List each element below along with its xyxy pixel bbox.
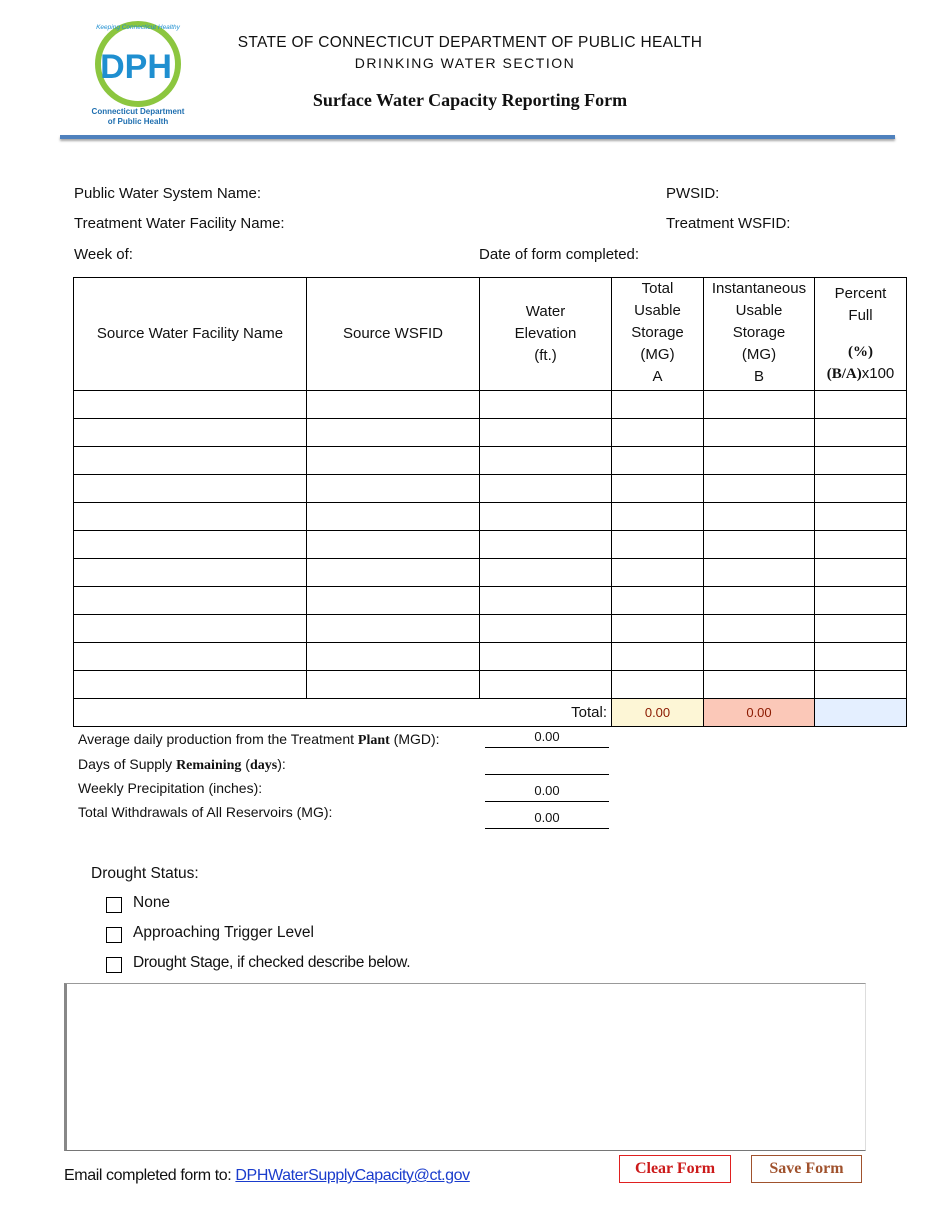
col-header-source-name: Source Water Facility Name xyxy=(74,278,307,391)
table-row xyxy=(74,587,907,615)
logo-tagline: Keeping Connecticut Healthy xyxy=(96,24,180,31)
source-wsfid-cell[interactable] xyxy=(307,475,480,503)
logo-text: DPH xyxy=(100,48,172,86)
elevation-cell[interactable] xyxy=(480,447,612,475)
instantaneous-storage-cell[interactable] xyxy=(704,475,815,503)
total-label: Total: xyxy=(74,699,612,727)
source-wsfid-cell[interactable] xyxy=(307,559,480,587)
col-header-source-wsfid: Source WSFID xyxy=(307,278,480,391)
col-header-instantaneous-storage: Instantaneous Usable Storage (MG) B xyxy=(704,278,815,391)
percent-full-cell[interactable] xyxy=(815,559,907,587)
instantaneous-storage-cell[interactable] xyxy=(704,419,815,447)
percent-full-cell[interactable] xyxy=(815,503,907,531)
percent-full-cell[interactable] xyxy=(815,531,907,559)
table-row xyxy=(74,643,907,671)
source-name-cell[interactable] xyxy=(74,671,307,699)
instantaneous-storage-cell[interactable] xyxy=(704,447,815,475)
elevation-cell[interactable] xyxy=(480,671,612,699)
header-divider xyxy=(60,135,895,139)
form-title: Surface Water Capacity Reporting Form xyxy=(312,90,628,110)
elevation-cell[interactable] xyxy=(480,643,612,671)
withdrawals-label: Total Withdrawals of All Reservoirs (MG): xyxy=(78,804,333,820)
table-row xyxy=(74,447,907,475)
table-row xyxy=(74,419,907,447)
instantaneous-storage-cell[interactable] xyxy=(704,615,815,643)
source-name-cell[interactable] xyxy=(74,615,307,643)
avg-daily-field[interactable]: 0.00 xyxy=(485,729,609,748)
total-b-value[interactable]: 0.00 xyxy=(704,699,815,727)
treatment-wsfid-label: Treatment WSFID: xyxy=(666,215,791,232)
withdrawals-field[interactable]: 0.00 xyxy=(485,810,609,829)
email-instruction: Email completed form to: DPHWaterSupplyCapacity@ct.gov xyxy=(64,1167,470,1184)
total-storage-cell[interactable] xyxy=(612,503,704,531)
elevation-cell[interactable] xyxy=(480,503,612,531)
source-name-cell[interactable] xyxy=(74,475,307,503)
logo-org-line1: Connecticut Department xyxy=(91,107,185,116)
logo-org-line2: of Public Health xyxy=(107,117,169,126)
total-storage-cell[interactable] xyxy=(612,391,704,419)
source-name-cell[interactable] xyxy=(74,643,307,671)
drought-approaching-checkbox[interactable] xyxy=(106,927,122,943)
source-name-cell[interactable] xyxy=(74,447,307,475)
source-wsfid-cell[interactable] xyxy=(307,671,480,699)
elevation-cell[interactable] xyxy=(480,391,612,419)
source-name-cell[interactable] xyxy=(74,419,307,447)
elevation-cell[interactable] xyxy=(480,419,612,447)
elevation-cell[interactable] xyxy=(480,587,612,615)
drought-none-label: None xyxy=(133,894,171,911)
total-storage-cell[interactable] xyxy=(612,559,704,587)
source-wsfid-cell[interactable] xyxy=(307,615,480,643)
source-wsfid-cell[interactable] xyxy=(307,531,480,559)
total-storage-cell[interactable] xyxy=(612,643,704,671)
table-row xyxy=(74,503,907,531)
percent-full-cell[interactable] xyxy=(815,419,907,447)
percent-full-cell[interactable] xyxy=(815,587,907,615)
total-a-value[interactable]: 0.00 xyxy=(612,699,704,727)
source-name-cell[interactable] xyxy=(74,587,307,615)
elevation-cell[interactable] xyxy=(480,531,612,559)
instantaneous-storage-cell[interactable] xyxy=(704,503,815,531)
source-wsfid-cell[interactable] xyxy=(307,419,480,447)
drought-none-checkbox[interactable] xyxy=(106,897,122,913)
source-wsfid-cell[interactable] xyxy=(307,587,480,615)
pwsid-label: PWSID: xyxy=(666,185,720,202)
percent-full-cell[interactable] xyxy=(815,671,907,699)
section-name: DRINKING WATER SECTION xyxy=(354,55,576,71)
total-storage-cell[interactable] xyxy=(612,475,704,503)
source-name-cell[interactable] xyxy=(74,503,307,531)
col-header-elevation: Water Elevation (ft.) xyxy=(480,278,612,391)
instantaneous-storage-cell[interactable] xyxy=(704,531,815,559)
source-name-cell[interactable] xyxy=(74,531,307,559)
days-supply-label: Days of Supply Remaining (days): xyxy=(78,756,286,773)
total-storage-cell[interactable] xyxy=(612,447,704,475)
table-row xyxy=(74,531,907,559)
elevation-cell[interactable] xyxy=(480,615,612,643)
save-form-button[interactable]: Save Form xyxy=(751,1155,862,1183)
days-supply-field[interactable] xyxy=(485,756,609,775)
total-storage-cell[interactable] xyxy=(612,671,704,699)
drought-description-textarea[interactable] xyxy=(64,983,866,1151)
instantaneous-storage-cell[interactable] xyxy=(704,671,815,699)
table-row xyxy=(74,559,907,587)
percent-full-cell[interactable] xyxy=(815,391,907,419)
precip-field[interactable]: 0.00 xyxy=(485,783,609,802)
instantaneous-storage-cell[interactable] xyxy=(704,391,815,419)
instantaneous-storage-cell[interactable] xyxy=(704,559,815,587)
elevation-cell[interactable] xyxy=(480,559,612,587)
col-header-total-storage: Total Usable Storage (MG) A xyxy=(612,278,704,391)
source-wsfid-cell[interactable] xyxy=(307,503,480,531)
total-storage-cell[interactable] xyxy=(612,419,704,447)
percent-full-cell[interactable] xyxy=(815,475,907,503)
table-row xyxy=(74,391,907,419)
avg-daily-label: Average daily production from the Treatment Plant (MGD): xyxy=(78,731,440,748)
elevation-cell[interactable] xyxy=(480,475,612,503)
total-storage-cell[interactable] xyxy=(612,587,704,615)
col-header-percent-full: Percent Full (%) (B/A)x100 xyxy=(815,278,907,391)
week-of-label: Week of: xyxy=(74,246,133,263)
instantaneous-storage-cell[interactable] xyxy=(704,587,815,615)
email-link[interactable]: DPHWaterSupplyCapacity@ct.gov xyxy=(235,1167,470,1184)
facility-name-label: Treatment Water Facility Name: xyxy=(74,215,285,232)
system-name-label: Public Water System Name: xyxy=(74,185,261,202)
total-storage-cell[interactable] xyxy=(612,615,704,643)
drought-stage-label: Drought Stage, if checked describe below. xyxy=(133,954,411,971)
table-row xyxy=(74,475,907,503)
clear-form-button[interactable]: Clear Form xyxy=(619,1155,731,1183)
drought-status-label: Drought Status: xyxy=(91,865,199,882)
source-name-cell[interactable] xyxy=(74,391,307,419)
agency-name: STATE OF CONNECTICUT DEPARTMENT OF PUBLIC HEALTH xyxy=(237,34,703,51)
source-wsfid-cell[interactable] xyxy=(307,391,480,419)
instantaneous-storage-cell[interactable] xyxy=(704,643,815,671)
precip-label: Weekly Precipitation (inches): xyxy=(78,780,263,796)
percent-full-cell[interactable] xyxy=(815,447,907,475)
percent-full-cell[interactable] xyxy=(815,615,907,643)
source-name-cell[interactable] xyxy=(74,559,307,587)
table-row xyxy=(74,671,907,699)
capacity-table xyxy=(73,277,907,727)
total-percent-value[interactable] xyxy=(815,699,907,727)
drought-stage-checkbox[interactable] xyxy=(106,957,122,973)
total-storage-cell[interactable] xyxy=(612,531,704,559)
date-completed-label: Date of form completed: xyxy=(479,246,640,263)
percent-full-cell[interactable] xyxy=(815,643,907,671)
table-row xyxy=(74,615,907,643)
source-wsfid-cell[interactable] xyxy=(307,643,480,671)
source-wsfid-cell[interactable] xyxy=(307,447,480,475)
drought-approaching-label: Approaching Trigger Level xyxy=(133,924,314,941)
